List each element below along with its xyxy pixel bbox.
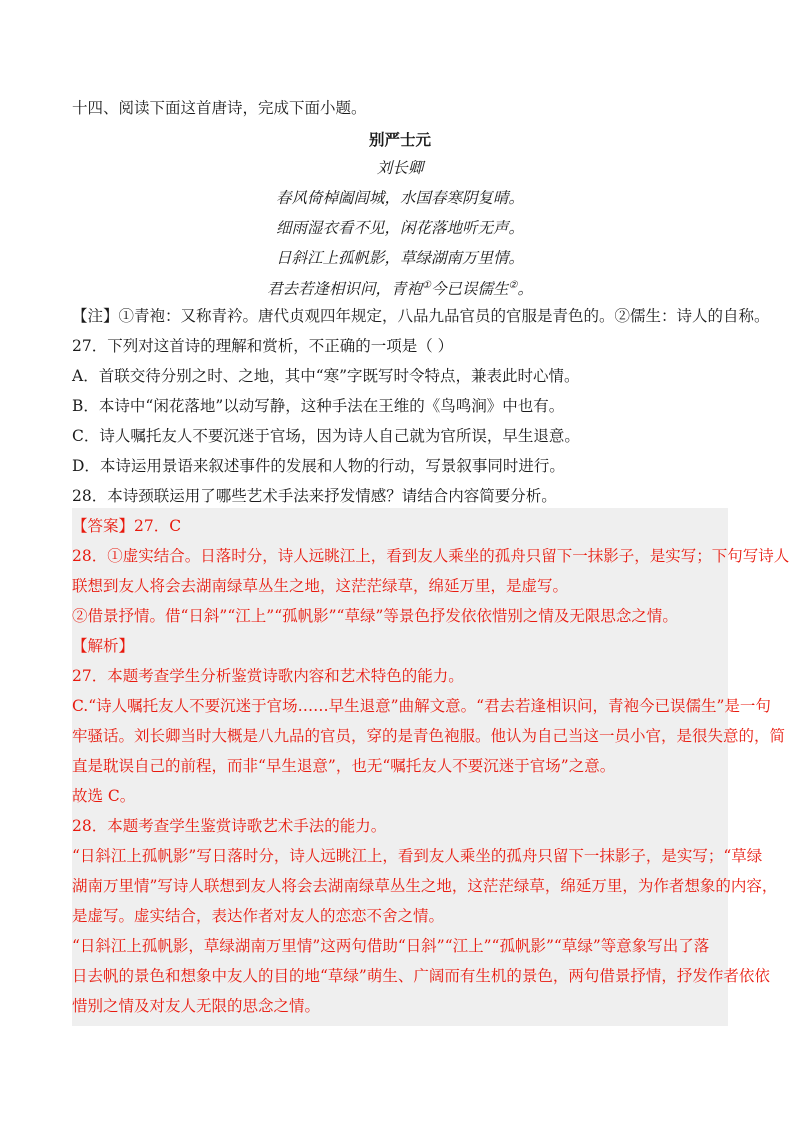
analysis-line: 日去帆的景色和想象中友人的目的地“草绿”萌生、广阔而有生机的景色，两句借景抒情，抒发作者依依	[72, 967, 770, 985]
analysis-label: 【解析】	[72, 637, 135, 655]
analysis-line: 28．本题考查学生鉴赏诗歌艺术手法的能力。	[72, 817, 387, 835]
poem-title: 别严士元	[368, 130, 431, 149]
option-d: D．本诗运用景语来叙述事件的发展和人物的行动，写景叙事同时进行。	[72, 457, 565, 475]
poem-line-1: 春风倚棹阖闾城，水国春寒阴复晴。	[275, 189, 524, 207]
analysis-line: 湖南万里情”写诗人联想到友人将会去湖南绿草丛生之地，这茫茫绿草，绵延万里，为作者想象的内容，	[72, 877, 778, 895]
analysis-line: “日斜江上孤帆影”写日落时分，诗人远眺江上，看到友人乘坐的孤舟只留下一抹影子，是实写；“草绿	[72, 847, 763, 865]
analysis-line: “日斜江上孤帆影，草绿湖南万里情”这两句借助“日斜”“江上”“孤帆影”“草绿”等意象写出了落	[72, 937, 710, 955]
poem-line-4: 君去若逢相识问，青袍①今已误儒生②。	[267, 280, 533, 299]
analysis-line: 故选 C。	[72, 787, 136, 805]
analysis-line: 惜别之情及对友人无限的思念之情。	[72, 997, 321, 1015]
option-c: C．诗人嘱托友人不要沉迷于官场，因为诗人自己就为官所误，早生退意。	[72, 427, 580, 445]
answer-line: 联想到友人将会去湖南绿草丛生之地，这茫茫绿草，绵延万里，是虚写。	[72, 577, 569, 595]
poem-author: 刘长卿	[376, 159, 424, 177]
poem-line-3: 日斜江上孤帆影，草绿湖南万里情。	[275, 249, 524, 267]
answer-line: ②借景抒情。借“日斜”“江上”“孤帆影”“草绿”等景色抒发依依惜别之情及无限思念之情。	[72, 607, 678, 625]
question-28: 28．本诗颈联运用了哪些艺术手法来抒发情感？请结合内容简要分析。	[72, 487, 557, 505]
analysis-line: 牢骚话。刘长卿当时大概是八九品的官员，穿的是青色袍服。他认为自己当这一员小官，是很失意的，简	[72, 727, 786, 745]
question-heading: 十四、阅读下面这首唐诗，完成下面小题。	[72, 99, 367, 117]
analysis-line: C.“诗人嘱托友人不要沉迷于官场……早生退意”曲解文意。“君去若逢相识问，青袍今已误儒生”是一句	[72, 697, 771, 715]
question-27: 27．下列对这首诗的理解和赏析，不正确的一项是（ ）	[72, 337, 454, 355]
analysis-line: 直是耽误自己的前程，而非“早生退意”，也无“嘱托友人不要沉迷于官场”之意。	[72, 757, 616, 775]
analysis-line: 是虚写。虚实结合，表达作者对友人的恋恋不舍之情。	[72, 907, 445, 925]
answer-line: 28．①虚实结合。日落时分，诗人远眺江上，看到友人乘坐的孤舟只留下一抹影子，是实写；下句写诗人	[72, 547, 790, 565]
answer-label: 【答案】27．C	[72, 517, 182, 535]
poem-note: 【注】①青袍：又称青衿。唐代贞观四年规定，八品九品官员的官服是青色的。②儒生：诗人的自称。	[72, 307, 770, 325]
poem-line-2: 细雨湿衣看不见，闲花落地听无声。	[275, 219, 524, 237]
analysis-line: 27．本题考查学生分析鉴赏诗歌内容和艺术特色的能力。	[72, 667, 464, 685]
option-a: A．首联交待分别之时、之地，其中“寒”字既写时令特点，兼表此时心情。	[72, 367, 580, 385]
option-b: B．本诗中“闲花落地”以动写静，这种手法在王维的《鸟鸣涧》中也有。	[72, 397, 565, 415]
